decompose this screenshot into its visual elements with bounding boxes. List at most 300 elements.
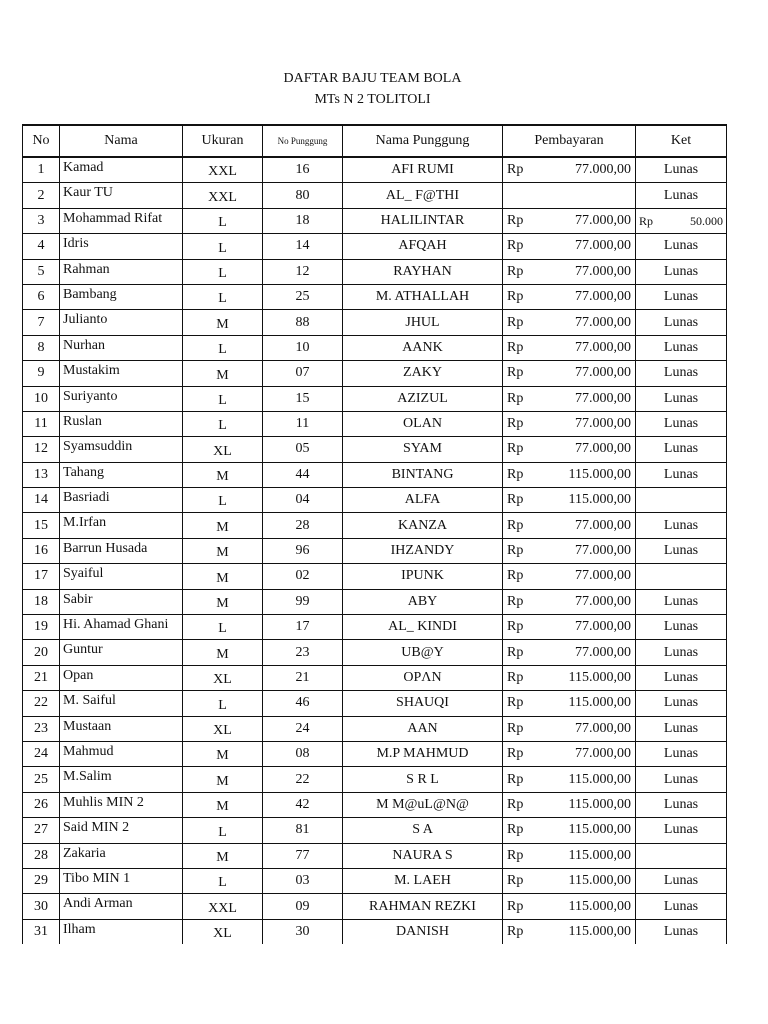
row-ket: Lunas [636,691,727,716]
header-ukuran: Ukuran [183,125,263,157]
currency-label: Rp [507,466,524,482]
currency-label: Rp [507,923,524,939]
row-no: 22 [23,691,60,716]
currency-label: Rp [507,568,524,584]
payment-amount: 77.000,00 [575,416,631,432]
payment-amount: 77.000,00 [575,619,631,635]
row-nama-punggung: AL_ KINDI [343,615,503,640]
row-pembayaran [503,284,636,309]
row-no-punggung: 12 [263,259,343,284]
row-pembayaran [503,411,636,436]
table-row [23,919,727,944]
row-pembayaran [503,234,636,259]
table-row [23,183,727,208]
row-nama-punggung: ABY [343,589,503,614]
row-nama-punggung: SHAUQI [343,691,503,716]
row-ket: Lunas [636,741,727,766]
row-ukuran: L [183,615,263,640]
row-no: 13 [23,462,60,487]
row-ukuran: M [183,767,263,792]
row-nama: Barrun Husada [60,538,183,563]
row-pembayaran [503,157,636,183]
row-ket: Lunas [636,183,727,208]
row-ukuran: XXL [183,183,263,208]
payment-amount: 115.000,00 [568,670,631,685]
table-row [23,310,727,335]
payment-amount: 115.000,00 [568,466,631,482]
payment-amount: 77.000,00 [575,517,631,533]
row-no: 5 [23,259,60,284]
row-pembayaran [503,589,636,614]
row-nama-punggung: S R L [343,767,503,792]
row-no-punggung: 81 [263,818,343,843]
row-ukuran: M [183,741,263,766]
currency-label: Rp [507,593,524,609]
row-pembayaran [503,691,636,716]
row-pembayaran [503,488,636,513]
payment-amount: 77.000,00 [575,212,631,228]
payment-amount: 77.000,00 [575,365,631,381]
row-no-punggung: 17 [263,615,343,640]
row-ukuran: L [183,259,263,284]
row-ket: Lunas [636,513,727,538]
row-no-punggung: 30 [263,919,343,944]
row-ket: Lunas [636,386,727,411]
payment-amount: 77.000,00 [575,720,631,736]
row-nama: Zakaria [60,843,183,868]
row-ukuran: L [183,386,263,411]
currency-label: Rp [507,416,524,432]
payment-amount: 115.000,00 [568,796,631,812]
row-pembayaran [503,716,636,741]
row-nama-punggung: M.P MAHMUD [343,741,503,766]
currency-label: Rp [507,695,524,711]
row-nama-punggung: IPUNK [343,564,503,589]
row-nama: Mustakim [60,361,183,386]
row-ukuran: M [183,310,263,335]
row-nama-punggung: RAHMAN REZKI [343,894,503,919]
table-row [23,335,727,360]
header-nama-punggung: Nama Punggung [343,125,503,157]
payment-amount: 115.000,00 [568,492,631,508]
row-no-punggung: 18 [263,208,343,233]
row-no: 16 [23,538,60,563]
row-nama: Suriyanto [60,386,183,411]
row-ket: Lunas [636,259,727,284]
row-pembayaran [503,919,636,944]
row-no-punggung: 77 [263,843,343,868]
currency-label: Rp [507,619,524,635]
row-nama-punggung: OPΛN [343,665,503,690]
row-pembayaran [503,868,636,893]
row-nama-punggung: M M@uL@N@ [343,792,503,817]
payment-amount: 77.000,00 [575,746,631,762]
table-row [23,386,727,411]
row-no-punggung: 14 [263,234,343,259]
table-row [23,208,727,233]
payment-amount: 115.000,00 [568,771,631,787]
row-nama: M.Irfan [60,513,183,538]
table-row [23,488,727,513]
row-no: 2 [23,183,60,208]
row-no-punggung: 88 [263,310,343,335]
jersey-table [22,124,727,944]
currency-label: Rp [507,746,524,762]
row-no: 4 [23,234,60,259]
row-no: 20 [23,640,60,665]
payment-amount: 115.000,00 [568,873,631,889]
document-subtitle: MTs N 2 TOLITOLI [314,92,431,107]
table-row [23,234,727,259]
row-nama: Andi Arman [60,894,183,919]
row-nama-punggung: IHZANDY [343,538,503,563]
row-ukuran: M [183,589,263,614]
row-no: 3 [23,208,60,233]
payment-amount: 115.000,00 [568,695,631,711]
row-nama: Nurhan [60,335,183,360]
row-nama: Tibo MIN 1 [60,868,183,893]
row-nama: Syaiful [60,564,183,589]
row-no-punggung: 21 [263,665,343,690]
row-nama: Bambang [60,284,183,309]
row-ket: Lunas [636,792,727,817]
row-ukuran: L [183,284,263,309]
table-header-row [23,125,727,157]
row-ket: Lunas [636,589,727,614]
row-no: 30 [23,894,60,919]
row-ukuran: M [183,843,263,868]
row-no-punggung: 80 [263,183,343,208]
row-ukuran: XL [183,919,263,944]
row-nama-punggung: BINTANG [343,462,503,487]
row-nama-punggung: SYAM [343,437,503,462]
row-nama: Tahang [60,462,183,487]
row-pembayaran [503,792,636,817]
currency-label: Rp [507,492,524,508]
currency-label: Rp [507,390,524,406]
row-nama-punggung: UB@Y [343,640,503,665]
row-no-punggung: 42 [263,792,343,817]
currency-label: Rp [507,898,524,914]
row-ukuran: M [183,564,263,589]
row-no: 19 [23,615,60,640]
payment-amount: 115.000,00 [568,847,631,863]
row-no: 14 [23,488,60,513]
row-nama-punggung: OLAN [343,411,503,436]
currency-label: Rp [507,263,524,279]
table-row [23,361,727,386]
row-no: 15 [23,513,60,538]
currency-label: Rp [507,339,524,355]
table-row [23,437,727,462]
row-ket [636,843,727,868]
row-ket: Lunas [636,361,727,386]
table-row [23,615,727,640]
row-pembayaran [503,640,636,665]
row-nama: Idris [60,234,183,259]
table-row [23,818,727,843]
row-ket: Lunas [636,716,727,741]
document-title: DAFTAR BAJU TEAM BOLA [283,71,462,86]
row-pembayaran [503,538,636,563]
row-ket: Lunas [636,868,727,893]
row-nama-punggung: AFQAH [343,234,503,259]
row-nama: Kaur TU [60,183,183,208]
row-ukuran: L [183,691,263,716]
row-pembayaran [503,386,636,411]
currency-label: Rp [507,873,524,889]
row-ket: Lunas [636,234,727,259]
currency-label: Rp [507,365,524,381]
row-no-punggung: 25 [263,284,343,309]
row-nama: Julianto [60,310,183,335]
row-no-punggung: 02 [263,564,343,589]
row-nama-punggung: HALILINTAR [343,208,503,233]
row-pembayaran [503,767,636,792]
payment-amount: 77.000,00 [575,162,631,178]
row-no: 8 [23,335,60,360]
row-ket: Lunas [636,335,727,360]
row-no-punggung: 09 [263,894,343,919]
row-pembayaran [503,335,636,360]
table-row [23,259,727,284]
row-ukuran: XXL [183,894,263,919]
row-no: 7 [23,310,60,335]
payment-amount: 77.000,00 [575,314,631,330]
payment-amount: 77.000,00 [575,289,631,305]
row-ket: Lunas [636,310,727,335]
row-ukuran: L [183,488,263,513]
row-ukuran: M [183,640,263,665]
row-ukuran: M [183,462,263,487]
row-no: 10 [23,386,60,411]
row-no: 23 [23,716,60,741]
table-row [23,665,727,690]
row-no: 21 [23,665,60,690]
table-row [23,894,727,919]
header-pembayaran: Pembayaran [503,125,636,157]
row-no: 17 [23,564,60,589]
row-no: 29 [23,868,60,893]
row-no-punggung: 11 [263,411,343,436]
row-nama-punggung: AAN [343,716,503,741]
row-nama-punggung: DANISH [343,919,503,944]
row-pembayaran [503,615,636,640]
header-no: No [23,125,60,157]
currency-label: Rp [507,212,524,228]
row-no: 18 [23,589,60,614]
row-no: 26 [23,792,60,817]
row-ket: Lunas [636,665,727,690]
row-no-punggung: 23 [263,640,343,665]
row-nama: M. Saiful [60,691,183,716]
row-nama-punggung: KANZA [343,513,503,538]
currency-label: Rp [507,796,524,812]
row-nama-punggung: AANK [343,335,503,360]
row-nama: Muhlis MIN 2 [60,792,183,817]
currency-label: Rp [507,720,524,736]
row-ket: Lunas [636,767,727,792]
row-no: 6 [23,284,60,309]
row-no-punggung: 05 [263,437,343,462]
row-no-punggung: 15 [263,386,343,411]
row-nama: Said MIN 2 [60,818,183,843]
ket-amount: 50.000 [690,213,723,228]
payment-amount: 77.000,00 [575,543,631,559]
row-ukuran: L [183,868,263,893]
row-ukuran: L [183,411,263,436]
row-no-punggung: 44 [263,462,343,487]
table-row [23,741,727,766]
row-pembayaran [503,741,636,766]
currency-label: Rp [507,517,524,533]
row-ukuran: L [183,234,263,259]
row-nama-punggung: S A [343,818,503,843]
row-ket: Lunas [636,615,727,640]
payment-amount: 77.000,00 [575,263,631,279]
row-ket [636,208,727,233]
row-no-punggung: 99 [263,589,343,614]
row-no-punggung: 03 [263,868,343,893]
row-no: 9 [23,361,60,386]
row-nama: Mohammad Rifat [60,208,183,233]
row-ket [636,564,727,589]
row-no: 11 [23,411,60,436]
row-ket: Lunas [636,462,727,487]
row-ket: Lunas [636,437,727,462]
row-ket: Lunas [636,818,727,843]
table-row [23,716,727,741]
row-ukuran: M [183,792,263,817]
table-row [23,538,727,563]
row-no-punggung: 08 [263,741,343,766]
currency-label: Rp [507,441,524,457]
currency-label: Rp [507,771,524,787]
row-pembayaran [503,843,636,868]
row-pembayaran [503,183,636,208]
row-no-punggung: 24 [263,716,343,741]
payment-amount: 77.000,00 [575,441,631,457]
row-ket [636,488,727,513]
row-no-punggung: 16 [263,157,343,183]
row-ket: Lunas [636,411,727,436]
table-row [23,564,727,589]
row-nama: Rahman [60,259,183,284]
table-row [23,767,727,792]
row-pembayaran [503,462,636,487]
ket-currency-label: Rp [639,213,654,228]
row-nama-punggung: AFI RUMI [343,157,503,183]
row-ukuran: XL [183,665,263,690]
currency-label: Rp [507,314,524,330]
row-ukuran: M [183,513,263,538]
row-no-punggung: 46 [263,691,343,716]
row-pembayaran [503,361,636,386]
row-pembayaran [503,665,636,690]
table-row [23,513,727,538]
header-nama: Nama [60,125,183,157]
row-nama: Basriadi [60,488,183,513]
row-nama: Guntur [60,640,183,665]
currency-label: Rp [507,847,524,863]
currency-label: Rp [507,238,524,254]
table-row [23,157,727,183]
row-ukuran: M [183,538,263,563]
row-nama: Syamsuddin [60,437,183,462]
row-nama: Sabir [60,589,183,614]
row-nama-punggung: ZAKY [343,361,503,386]
table-row [23,792,727,817]
row-no: 25 [23,767,60,792]
table-row [23,589,727,614]
row-pembayaran [503,818,636,843]
row-nama-punggung: NAURA S [343,843,503,868]
row-ukuran: XXL [183,157,263,183]
row-ukuran: L [183,208,263,233]
currency-label: Rp [507,644,524,660]
row-nama: Kamad [60,157,183,183]
row-ukuran: XL [183,437,263,462]
payment-amount: 77.000,00 [575,593,631,609]
table-row [23,462,727,487]
row-ukuran: XL [183,716,263,741]
payment-amount: 77.000,00 [575,568,631,584]
currency-label: Rp [507,822,524,838]
row-pembayaran [503,513,636,538]
row-nama-punggung: M. ATHALLAH [343,284,503,309]
row-no: 31 [23,919,60,944]
row-pembayaran [503,564,636,589]
payment-amount: 77.000,00 [575,339,631,355]
row-pembayaran [503,259,636,284]
row-ket: Lunas [636,640,727,665]
payment-amount: 77.000,00 [575,238,631,254]
row-ukuran: M [183,361,263,386]
payment-amount: 115.000,00 [568,898,631,914]
row-nama: Mahmud [60,741,183,766]
currency-label: Rp [507,543,524,559]
row-nama-punggung: AL_ F@THI [343,183,503,208]
row-nama-punggung: ALFA [343,488,503,513]
row-no-punggung: 07 [263,361,343,386]
row-nama: Mustaan [60,716,183,741]
table-row [23,868,727,893]
row-ukuran: L [183,818,263,843]
row-ukuran: L [183,335,263,360]
payment-amount: 115.000,00 [568,822,631,838]
currency-label: Rp [507,289,524,305]
row-pembayaran [503,208,636,233]
row-no: 1 [23,157,60,183]
table-row [23,411,727,436]
row-no-punggung: 10 [263,335,343,360]
header-no-punggung: No Punggung [263,125,343,157]
row-nama: Hi. Ahamad Ghani [60,615,183,640]
currency-label: Rp [507,670,524,685]
row-nama-punggung: M. LAEH [343,868,503,893]
table-row [23,691,727,716]
row-no-punggung: 28 [263,513,343,538]
row-nama: Opan [60,665,183,690]
row-nama: Ruslan [60,411,183,436]
header-ket: Ket [636,125,727,157]
table-row [23,640,727,665]
payment-amount: 77.000,00 [575,390,631,406]
row-ket: Lunas [636,538,727,563]
row-pembayaran [503,437,636,462]
row-no: 27 [23,818,60,843]
row-no: 28 [23,843,60,868]
